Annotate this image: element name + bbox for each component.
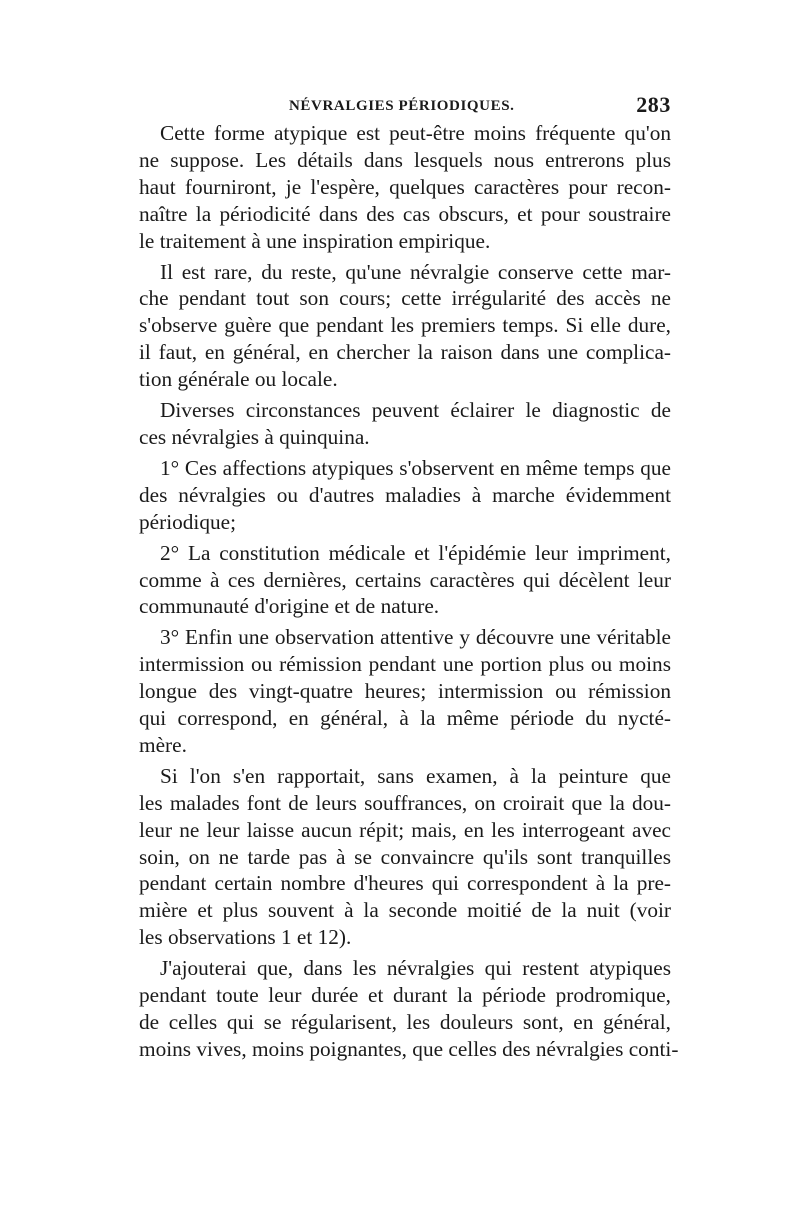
paragraph bbox=[139, 955, 679, 1063]
text-line: ces névralgies à quinquina. bbox=[139, 424, 370, 449]
paragraph bbox=[139, 455, 671, 536]
text-line: le traitement à une inspiration empirique. bbox=[139, 228, 491, 253]
text-line: leur ne leur laisse aucun répit; mais, en les interrogeant avec bbox=[139, 817, 671, 842]
text-line: haut fourniront, je l'espère, quelques caractères pour recon- bbox=[139, 174, 671, 199]
text-line: mière et plus souvent à la seconde moitié de la nuit (voir bbox=[139, 898, 671, 923]
text-line: longue des vingt-quatre heures; intermission ou rémission bbox=[139, 679, 671, 704]
paragraph bbox=[139, 624, 671, 759]
paragraph bbox=[139, 763, 671, 951]
text-line: Si l'on s'en rapportait, sans examen, à la peinture que bbox=[160, 763, 671, 788]
running-head bbox=[139, 92, 671, 120]
text-line: communauté d'origine et de nature. bbox=[139, 594, 440, 619]
text-line: les observations 1 et 12). bbox=[139, 925, 352, 950]
text-line: che pendant tout son cours; cette irrégularité des accès ne bbox=[139, 286, 671, 311]
text-line: Diverses circonstances peuvent éclairer le diagnostic de bbox=[160, 398, 671, 423]
paragraph bbox=[139, 397, 671, 451]
text-line: moins vives, moins poignantes, que celles des névralgies conti- bbox=[139, 1036, 679, 1061]
text-line: pendant toute leur durée et durant la période prodromique, bbox=[139, 983, 671, 1008]
body-text bbox=[139, 120, 679, 1063]
text-line: naître la périodicité dans des cas obscurs, et pour soustraire bbox=[139, 201, 671, 226]
text-line: J'ajouterai que, dans les névralgies qui restent atypiques bbox=[160, 956, 671, 981]
text-line: périodique; bbox=[139, 509, 236, 534]
text-line: s'observe guère que pendant les premiers temps. Si elle dure, bbox=[139, 313, 671, 338]
running-title: NÉVRALGIES PÉRIODIQUES. bbox=[289, 98, 515, 114]
paragraph bbox=[139, 540, 671, 621]
text-line: qui correspond, en général, à la même période du nycté- bbox=[139, 706, 671, 731]
text-line: comme à ces dernières, certains caractères qui décèlent leur bbox=[139, 567, 671, 592]
text-line: les malades font de leurs souffrances, on croirait que la dou- bbox=[139, 790, 671, 815]
book-page bbox=[139, 92, 679, 1067]
text-line: des névralgies ou d'autres maladies à marche évidemment bbox=[139, 482, 671, 507]
text-line: mère. bbox=[139, 732, 187, 757]
text-line: 3° Enfin une observation attentive y découvre une véritable bbox=[160, 625, 671, 650]
text-line: 1° Ces affections atypiques s'observent en même temps que bbox=[160, 455, 671, 480]
paragraph bbox=[139, 120, 671, 255]
text-line: tion générale ou locale. bbox=[139, 367, 338, 392]
text-line: intermission ou rémission pendant une portion plus ou moins bbox=[139, 652, 671, 677]
page-number: 283 bbox=[636, 92, 671, 117]
text-line: de celles qui se régularisent, les douleurs sont, en général, bbox=[139, 1010, 671, 1034]
paragraph bbox=[139, 259, 671, 394]
text-line: il faut, en général, en chercher la raison dans une complica- bbox=[139, 340, 671, 365]
text-line: Il est rare, du reste, qu'une névralgie conserve cette mar- bbox=[160, 259, 671, 284]
text-line: Cette forme atypique est peut-être moins fréquente qu'on bbox=[160, 121, 671, 145]
text-line: ne suppose. Les détails dans lesquels nous entrerons plus bbox=[139, 147, 671, 172]
text-line: soin, on ne tarde pas à se convaincre qu'ils sont tranquilles bbox=[139, 844, 671, 869]
text-line: 2° La constitution médicale et l'épidémie leur impriment, bbox=[160, 540, 671, 565]
text-line: pendant certain nombre d'heures qui correspondent à la pre- bbox=[139, 871, 671, 896]
